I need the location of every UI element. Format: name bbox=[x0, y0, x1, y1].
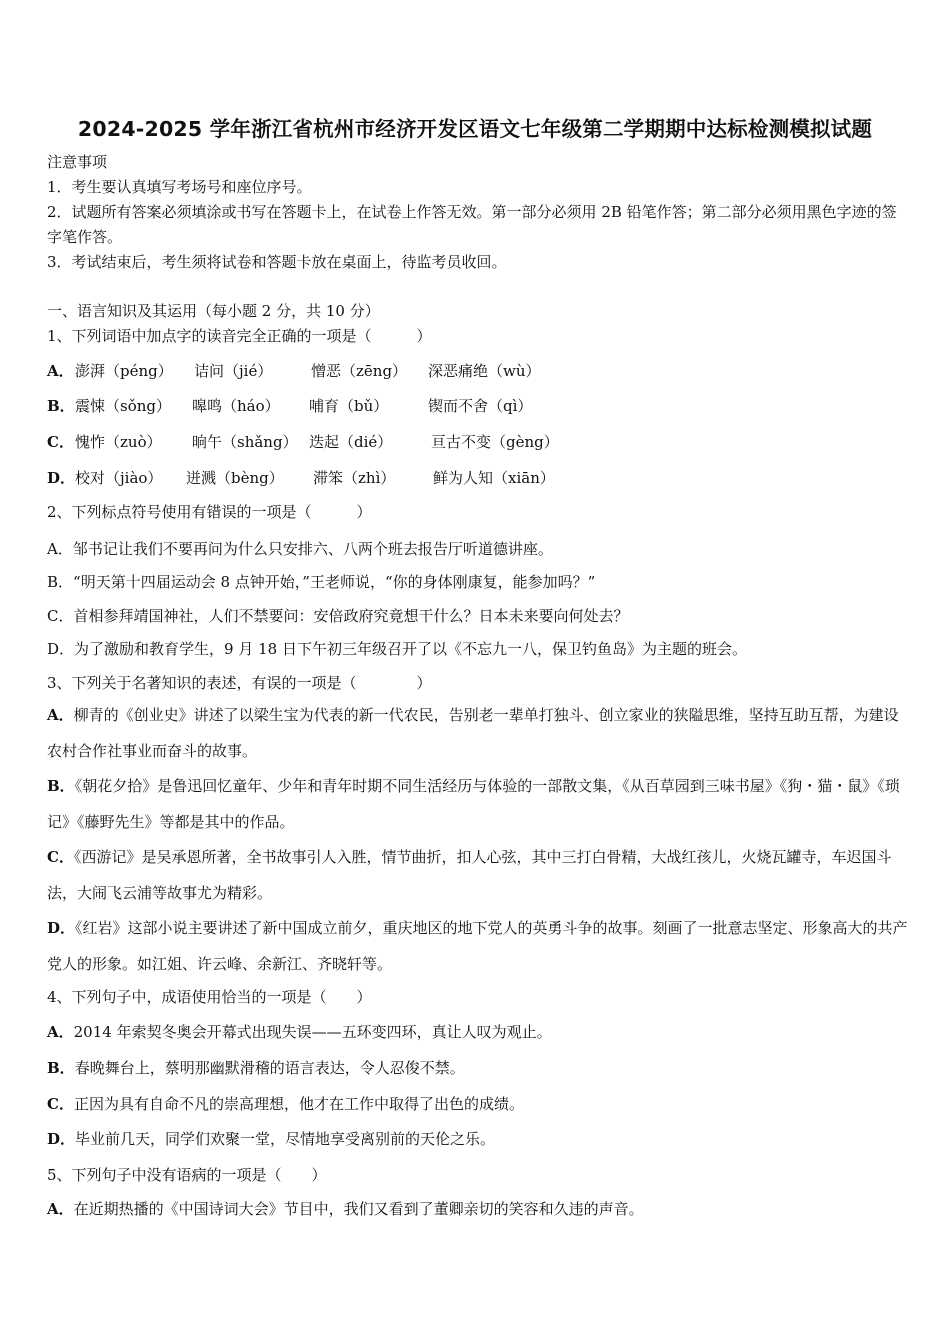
option-label: B． bbox=[47, 1059, 75, 1077]
question-4-stem: 4、下列句子中，成语使用恰当的一项是（ ） bbox=[47, 988, 372, 1006]
option-label: C． bbox=[47, 433, 74, 451]
option-item: 震悚（sǒng） bbox=[75, 397, 171, 415]
page-title: 2024-2025 学年浙江省杭州市经济开发区语文七年级第二学期期中达标检测模拟试题 bbox=[77, 117, 873, 141]
question-3-option-a bbox=[47, 697, 909, 769]
option-item: 迭起（dié） bbox=[309, 433, 393, 451]
option-text: 在近期热播的《中国诗词大会》节目中，我们又看到了董卿亲切的笑容和久违的声音。 bbox=[73, 1200, 644, 1218]
option-label: B． bbox=[47, 397, 75, 415]
question-4-option-c bbox=[47, 1094, 524, 1114]
notice-heading: 注意事项 bbox=[47, 153, 108, 171]
notice-item-1: 1．考生要认真填写考场号和座位序号。 bbox=[47, 178, 312, 196]
option-text: 《朝花夕拾》是鲁迅回忆童年、少年和青年时期不同生活经历与体验的一部散文集，《从百草园到三味书屋》《狗・猫・鼠》《琐记》《藤野先生》等都是其中的作品。 bbox=[47, 777, 900, 831]
option-item: 校对（jiào） bbox=[75, 469, 163, 487]
option-item: 亘古不变（gèng） bbox=[431, 433, 559, 451]
option-item: 滞笨（zhì） bbox=[313, 469, 396, 487]
option-text: 《西游记》是吴承恩所著，全书故事引人入胜，情节曲折，扣人心弦，其中三打白骨精，大战红孩儿，火烧瓦罐寺，车迟国斗法，大闹飞云浦等故事尤为精彩。 bbox=[47, 848, 892, 902]
question-4-option-b bbox=[47, 1058, 465, 1078]
question-3-option-c bbox=[47, 839, 909, 911]
option-item: 鲜为人知（xiān） bbox=[433, 469, 555, 487]
option-label: A． bbox=[47, 1023, 74, 1041]
option-item: 澎湃（péng） bbox=[75, 362, 173, 380]
option-text: 正因为具有自命不凡的崇高理想，他才在工作中取得了出色的成绩。 bbox=[73, 1095, 524, 1113]
option-item: 诘问（jié） bbox=[194, 362, 273, 380]
question-3-option-d bbox=[47, 910, 909, 982]
question-3-stem: 3、下列关于名著知识的表述，有误的一项是（ ） bbox=[47, 674, 432, 692]
option-text: 2014 年索契冬奥会开幕式出现失误——五环变四环，真让人叹为观止。 bbox=[73, 1023, 552, 1041]
question-2-option-b: B．“明天第十四届运动会 8 点钟开始，”王老师说，“你的身体刚康复，能参加吗？” bbox=[47, 573, 596, 591]
question-4-option-a bbox=[47, 1022, 552, 1042]
option-item: 晌午（shǎng） bbox=[192, 433, 298, 451]
option-item: 锲而不舍（qì） bbox=[428, 397, 533, 415]
option-label: D． bbox=[47, 919, 76, 937]
option-label: C． bbox=[47, 1095, 74, 1113]
option-item: 嗥鸣（háo） bbox=[192, 397, 280, 415]
option-text: 毕业前几天，同学们欢聚一堂，尽情地享受离别前的天伦之乐。 bbox=[75, 1130, 496, 1148]
question-2-option-a: A．邹书记让我们不要再问为什么只安排六、八两个班去报告厅听道德讲座。 bbox=[47, 540, 553, 558]
option-text: 柳青的《创业史》讲述了以梁生宝为代表的新一代农民，告别老一辈单打独斗、创立家业的狭隘思维，坚持互助互帮，为建设农村合作社事业而奋斗的故事。 bbox=[47, 706, 899, 760]
notice-item-3: 3．考试结束后，考生须将试卷和答题卡放在桌面上，待监考员收回。 bbox=[47, 253, 507, 271]
option-label: B． bbox=[47, 777, 75, 795]
question-2-option-c: C．首相参拜靖国神社，人们不禁要问：安倍政府究竟想干什么？日本未来要向何处去？ bbox=[47, 607, 629, 625]
option-label: A． bbox=[47, 1200, 74, 1218]
option-item: 愧怍（zuò） bbox=[75, 433, 162, 451]
option-label: D． bbox=[47, 469, 76, 487]
option-label: A． bbox=[47, 706, 74, 724]
question-5-stem: 5、下列句子中没有语病的一项是（ ） bbox=[47, 1166, 327, 1184]
option-item: 哺育（bǔ） bbox=[309, 397, 389, 415]
option-label: D． bbox=[47, 1130, 76, 1148]
question-2-stem: 2、下列标点符号使用有错误的一项是（ ） bbox=[47, 503, 372, 521]
option-label: A． bbox=[47, 362, 74, 380]
option-text: 春晚舞台上，蔡明那幽默滑稽的语言表达，令人忍俊不禁。 bbox=[74, 1059, 465, 1077]
question-4-option-d bbox=[47, 1129, 495, 1149]
question-3-option-b bbox=[47, 768, 909, 840]
option-item: 迸溅（bèng） bbox=[186, 469, 284, 487]
option-item: 深恶痛绝（wù） bbox=[428, 362, 541, 380]
question-1-stem: 1、下列词语中加点字的读音完全正确的一项是（ ） bbox=[47, 327, 432, 345]
notice-item-2: 2．试题所有答案必须填涂或书写在答题卡上，在试卷上作答无效。第一部分必须用 2B 铅笔作答；第二部分必须用黑色字迹的签字笔作答。 bbox=[47, 203, 897, 246]
option-label: C． bbox=[47, 848, 74, 866]
question-5-option-a bbox=[47, 1199, 644, 1219]
section-heading: 一、语言知识及其运用（每小题 2 分，共 10 分） bbox=[47, 302, 380, 320]
option-item: 憎恶（zēng） bbox=[311, 362, 408, 380]
question-2-option-d: D．为了激励和教育学生，9 月 18 日下午初三年级召开了以《不忘九一八，保卫钓鱼岛》为主题的班会。 bbox=[47, 640, 747, 658]
option-text: 《红岩》这部小说主要讲述了新中国成立前夕，重庆地区的地下党人的英勇斗争的故事。刻画了一批意志坚定、形象高大的共产党人的形象。如江姐、许云峰、余新江、齐晓轩等。 bbox=[47, 919, 908, 973]
